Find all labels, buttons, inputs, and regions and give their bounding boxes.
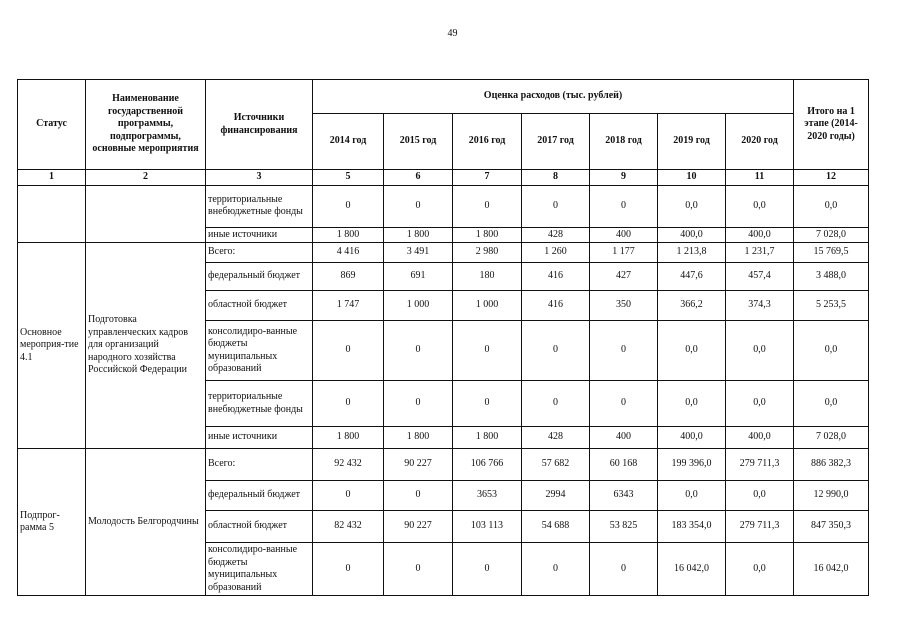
- value-cell: 0: [313, 185, 384, 227]
- value-cell: 1 747: [313, 291, 384, 321]
- value-cell: 82 432: [313, 511, 384, 543]
- value-cell: 1 800: [313, 227, 384, 243]
- value-cell: 2994: [522, 481, 590, 511]
- source-cell: областной бюджет: [206, 511, 313, 543]
- name-cell: Подготовка управленческих кадров для организаций народного хозяйства Российской Федерации: [86, 243, 206, 449]
- source-cell: Всего:: [206, 243, 313, 263]
- value-cell: 400,0: [726, 427, 794, 449]
- header-year: 2016 год: [453, 114, 522, 170]
- source-cell: территориальные внебюджетные фонды: [206, 381, 313, 427]
- value-cell: 416: [522, 263, 590, 291]
- value-cell: 3653: [453, 481, 522, 511]
- value-cell: 57 682: [522, 449, 590, 481]
- value-cell: 0,0: [658, 185, 726, 227]
- value-cell: 0: [313, 543, 384, 596]
- table-row: [18, 243, 869, 263]
- value-cell: 0: [453, 543, 522, 596]
- value-cell: 1 177: [590, 243, 658, 263]
- value-cell: 0: [313, 321, 384, 381]
- value-cell: 0,0: [726, 321, 794, 381]
- value-cell: 106 766: [453, 449, 522, 481]
- value-cell: 90 227: [384, 449, 453, 481]
- value-cell: 374,3: [726, 291, 794, 321]
- total-cell: 0,0: [794, 185, 869, 227]
- value-cell: 279 711,3: [726, 511, 794, 543]
- header-year: 2019 год: [658, 114, 726, 170]
- value-cell: 0: [313, 481, 384, 511]
- value-cell: 428: [522, 227, 590, 243]
- column-index: 3: [206, 170, 313, 186]
- value-cell: 0: [384, 481, 453, 511]
- value-cell: 0,0: [726, 381, 794, 427]
- value-cell: 0,0: [726, 185, 794, 227]
- value-cell: 400,0: [726, 227, 794, 243]
- table-row: [18, 449, 869, 481]
- value-cell: 447,6: [658, 263, 726, 291]
- source-cell: территориальные внебюджетные фонды: [206, 185, 313, 227]
- value-cell: 0: [384, 321, 453, 381]
- header-estimate: Оценка расходов (тыс. рублей): [313, 80, 794, 114]
- value-cell: 416: [522, 291, 590, 321]
- source-cell: областной бюджет: [206, 291, 313, 321]
- header-year: 2017 год: [522, 114, 590, 170]
- header-sources: Источники финансирования: [206, 80, 313, 170]
- column-index: 5: [313, 170, 384, 186]
- header-name: Наименование государственной программы, подпрограммы, основные мероприятия: [86, 80, 206, 170]
- value-cell: 1 000: [453, 291, 522, 321]
- value-cell: 0: [453, 185, 522, 227]
- total-cell: 0,0: [794, 381, 869, 427]
- column-index: 12: [794, 170, 869, 186]
- value-cell: 1 000: [384, 291, 453, 321]
- value-cell: 6343: [590, 481, 658, 511]
- source-cell: консолидиро-ванные бюджеты муниципальных образований: [206, 543, 313, 596]
- value-cell: 92 432: [313, 449, 384, 481]
- table-body: [18, 185, 869, 596]
- header-year: 2014 год: [313, 114, 384, 170]
- value-cell: 1 800: [313, 427, 384, 449]
- header-year: 2015 год: [384, 114, 453, 170]
- value-cell: 0,0: [726, 481, 794, 511]
- value-cell: 180: [453, 263, 522, 291]
- status-cell: [18, 185, 86, 243]
- total-cell: 847 350,3: [794, 511, 869, 543]
- value-cell: 0: [590, 381, 658, 427]
- value-cell: 0: [384, 185, 453, 227]
- value-cell: 53 825: [590, 511, 658, 543]
- value-cell: 428: [522, 427, 590, 449]
- status-cell: Основное мероприя-тие 4.1: [18, 243, 86, 449]
- total-cell: 7 028,0: [794, 227, 869, 243]
- value-cell: 1 800: [453, 227, 522, 243]
- value-cell: 2 980: [453, 243, 522, 263]
- value-cell: 0,0: [658, 481, 726, 511]
- value-cell: 0: [453, 381, 522, 427]
- value-cell: 54 688: [522, 511, 590, 543]
- value-cell: 691: [384, 263, 453, 291]
- value-cell: 183 354,0: [658, 511, 726, 543]
- value-cell: 0: [522, 185, 590, 227]
- total-cell: 5 253,5: [794, 291, 869, 321]
- value-cell: 90 227: [384, 511, 453, 543]
- value-cell: 16 042,0: [658, 543, 726, 596]
- value-cell: 1 213,8: [658, 243, 726, 263]
- header-status: Статус: [18, 80, 86, 170]
- column-index: 8: [522, 170, 590, 186]
- value-cell: 0: [384, 381, 453, 427]
- name-cell: Молодость Белгородчины: [86, 449, 206, 596]
- value-cell: 1 231,7: [726, 243, 794, 263]
- total-cell: 12 990,0: [794, 481, 869, 511]
- value-cell: 0,0: [658, 381, 726, 427]
- header-year: 2020 год: [726, 114, 794, 170]
- value-cell: 279 711,3: [726, 449, 794, 481]
- value-cell: 400: [590, 227, 658, 243]
- total-cell: 3 488,0: [794, 263, 869, 291]
- value-cell: 1 800: [384, 427, 453, 449]
- value-cell: 0: [590, 321, 658, 381]
- value-cell: 0: [522, 543, 590, 596]
- value-cell: 366,2: [658, 291, 726, 321]
- source-cell: иные источники: [206, 427, 313, 449]
- source-cell: федеральный бюджет: [206, 263, 313, 291]
- header-total: Итого на 1 этапе (2014-2020 годы): [794, 80, 869, 170]
- column-index: 11: [726, 170, 794, 186]
- column-index: 10: [658, 170, 726, 186]
- total-cell: 16 042,0: [794, 543, 869, 596]
- value-cell: 3 491: [384, 243, 453, 263]
- budget-table: [17, 79, 869, 596]
- value-cell: 400,0: [658, 427, 726, 449]
- value-cell: 0,0: [658, 321, 726, 381]
- value-cell: 1 800: [384, 227, 453, 243]
- value-cell: 427: [590, 263, 658, 291]
- status-cell: Подпрог-рамма 5: [18, 449, 86, 596]
- total-cell: 15 769,5: [794, 243, 869, 263]
- value-cell: 0: [590, 185, 658, 227]
- value-cell: 0: [590, 543, 658, 596]
- source-cell: Всего:: [206, 449, 313, 481]
- value-cell: 0: [522, 381, 590, 427]
- value-cell: 4 416: [313, 243, 384, 263]
- total-cell: 7 028,0: [794, 427, 869, 449]
- source-cell: федеральный бюджет: [206, 481, 313, 511]
- value-cell: 60 168: [590, 449, 658, 481]
- column-index: 2: [86, 170, 206, 186]
- value-cell: 103 113: [453, 511, 522, 543]
- source-cell: иные источники: [206, 227, 313, 243]
- header-year: 2018 год: [590, 114, 658, 170]
- value-cell: 0: [453, 321, 522, 381]
- page-number: 49: [447, 28, 458, 39]
- column-index: 1: [18, 170, 86, 186]
- value-cell: 400,0: [658, 227, 726, 243]
- value-cell: 350: [590, 291, 658, 321]
- value-cell: 0: [384, 543, 453, 596]
- value-cell: 1 800: [453, 427, 522, 449]
- value-cell: 457,4: [726, 263, 794, 291]
- total-cell: 0,0: [794, 321, 869, 381]
- value-cell: 199 396,0: [658, 449, 726, 481]
- column-index: 6: [384, 170, 453, 186]
- column-index: 7: [453, 170, 522, 186]
- value-cell: 0: [313, 381, 384, 427]
- value-cell: 400: [590, 427, 658, 449]
- column-index: 9: [590, 170, 658, 186]
- table-row: [18, 185, 869, 227]
- total-cell: 886 382,3: [794, 449, 869, 481]
- value-cell: 0: [522, 321, 590, 381]
- value-cell: 0,0: [726, 543, 794, 596]
- source-cell: консолидиро-ванные бюджеты муниципальных образований: [206, 321, 313, 381]
- value-cell: 1 260: [522, 243, 590, 263]
- name-cell: [86, 185, 206, 243]
- value-cell: 869: [313, 263, 384, 291]
